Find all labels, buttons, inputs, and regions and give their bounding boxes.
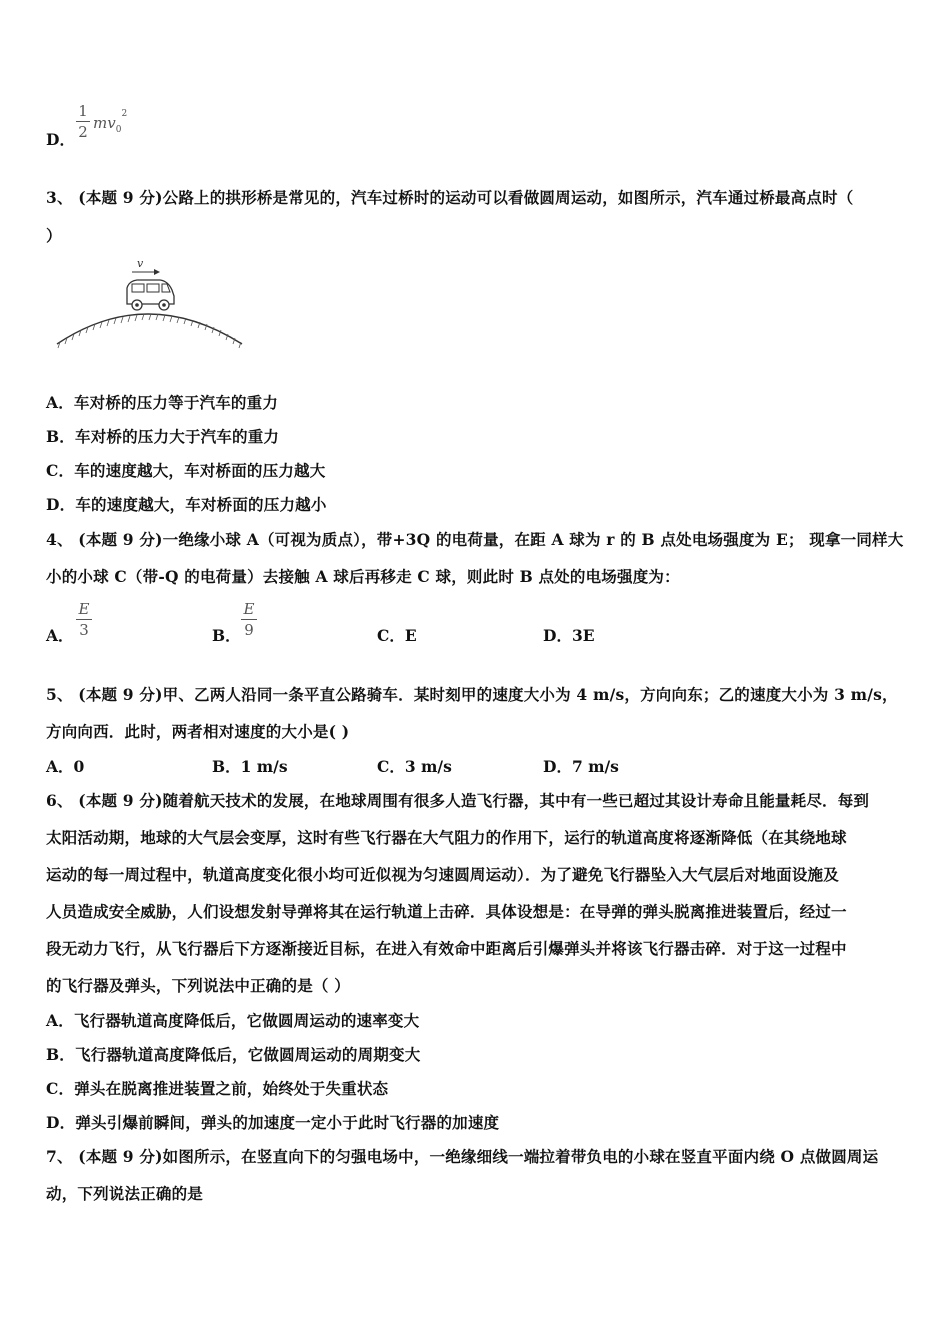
q6-stem-line-1: 6、 (本题 9 分)随着航天技术的发展，在地球周围有很多人造飞行器，其中有一些已超过其设计寿命且能量耗尽．每到 — [46, 791, 870, 810]
q7-stem-line-1: 7、 (本题 9 分)如图所示，在竖直向下的匀强电场中，一绝缘细线一端拉着带负电的小球在竖直平面内绕 O 点做圆周运 — [46, 1147, 879, 1166]
fraction-denominator: 2 — [78, 123, 88, 141]
q4-option-b-fraction — [241, 600, 257, 639]
q3-option-b: B．车对桥的压力大于汽车的重力 — [46, 427, 280, 446]
q5-option-d: D．7 m/s — [543, 757, 619, 776]
q6-option-c: C．弹头在脱离推进装置之前，始终处于失重状态 — [46, 1079, 389, 1098]
fraction-bar — [241, 619, 257, 620]
q6-option-a: A．飞行器轨道高度降低后，它做圆周运动的速率变大 — [46, 1011, 420, 1030]
q7-stem-line-2: 动，下列说法正确的是 — [46, 1184, 204, 1203]
expr-subscript: 0 — [115, 125, 122, 135]
q6-stem-line-4: 人员造成安全威胁，人们设想发射导弹将其在运行轨道上击碎．具体设想是：在导弹的弹头脱离推进装置后，经过一 — [46, 902, 847, 921]
q6-stem-line-5: 段无动力飞行，从飞行器后下方逐渐接近目标，在进入有效命中距离后引爆弹头并将该飞行器击碎．对于这一过程中 — [46, 939, 847, 958]
q5-stem-line-2: 方向向西．此时，两者相对速度的大小是( ) — [46, 722, 350, 741]
velocity-arrowhead — [154, 269, 160, 275]
q5-option-a: A．0 — [46, 757, 85, 776]
q4-option-c: C．E — [377, 626, 417, 645]
fraction-bar — [76, 121, 90, 122]
q3-option-c: C．车的速度越大，车对桥面的压力越大 — [46, 461, 326, 480]
q3-stem-line-2: ） — [46, 226, 62, 245]
q2-option-d — [46, 128, 75, 150]
q5-stem-line-1: 5、 (本题 9 分)甲、乙两人沿同一条平直公路骑车．某时刻甲的速度大小为 4 m/s，方向向东；乙的速度大小为 3 m/s， — [46, 685, 898, 704]
fraction-denominator: 9 — [244, 621, 254, 639]
bridge-hatching — [58, 314, 241, 348]
q6-stem-line-2: 太阳活动期，地球的大气层会变厚，这时有些飞行器在大气阻力的作用下，运行的轨道高度将逐渐降低（在其绕地球 — [46, 828, 847, 847]
expr-v: v — [107, 114, 116, 132]
q2-option-d-label: D． — [46, 130, 75, 149]
fraction-numerator: 1 — [78, 102, 88, 120]
q4-option-a-fraction — [76, 600, 92, 639]
q6-stem-line-3: 运动的每一周过程中，轨道高度变化很小均可近似视为匀速圆周运动）．为了避免飞行器坠入大气层后对地面设施及 — [46, 865, 839, 884]
car-icon — [127, 280, 174, 310]
q5-option-b: B．1 m/s — [212, 757, 288, 776]
q6-option-d: D．弹头引爆前瞬间，弹头的加速度一定小于此时飞行器的加速度 — [46, 1113, 500, 1132]
fraction-bar — [76, 619, 92, 620]
q4-option-b-label: B． — [212, 626, 241, 645]
q5-option-c: C．3 m/s — [377, 757, 452, 776]
q2-option-d-fraction — [76, 102, 90, 141]
velocity-label: v — [137, 257, 144, 270]
fraction-numerator: E — [78, 600, 90, 618]
q4-stem-line-2: 小的小球 C（带-Q 的电荷量）去接触 A 球后再移走 C 球，则此时 B 点处的电场强度为： — [46, 567, 680, 586]
q4-option-a-label: A． — [46, 626, 74, 645]
q4-stem-line-1: 4、 (本题 9 分)一绝缘小球 A（可视为质点），带+3Q 的电荷量，在距 A 球为 r 的 B 点处电场强度为 E； 现拿一同样大 — [46, 530, 904, 549]
q4-option-d: D．3E — [543, 626, 595, 645]
fraction-denominator: 3 — [79, 621, 89, 639]
expr-m: m — [93, 114, 108, 132]
expr-superscript: 2 — [121, 109, 128, 119]
q3-option-d: D．车的速度越大，车对桥面的压力越小 — [46, 495, 327, 514]
arch-bridge-figure — [52, 254, 252, 354]
fraction-numerator: E — [243, 600, 255, 618]
q6-stem-line-6: 的飞行器及弹头，下列说法中正确的是（ ） — [46, 976, 350, 995]
q6-option-b: B．飞行器轨道高度降低后，它做圆周运动的周期变大 — [46, 1045, 421, 1064]
q2-option-d-expression — [93, 109, 128, 135]
q3-option-a: A．车对桥的压力等于汽车的重力 — [46, 393, 279, 412]
q3-stem-line-1: 3、 (本题 9 分)公路上的拱形桥是常见的，汽车过桥时的运动可以看做圆周运动，如图所示，汽车通过桥最高点时（ — [46, 188, 854, 207]
